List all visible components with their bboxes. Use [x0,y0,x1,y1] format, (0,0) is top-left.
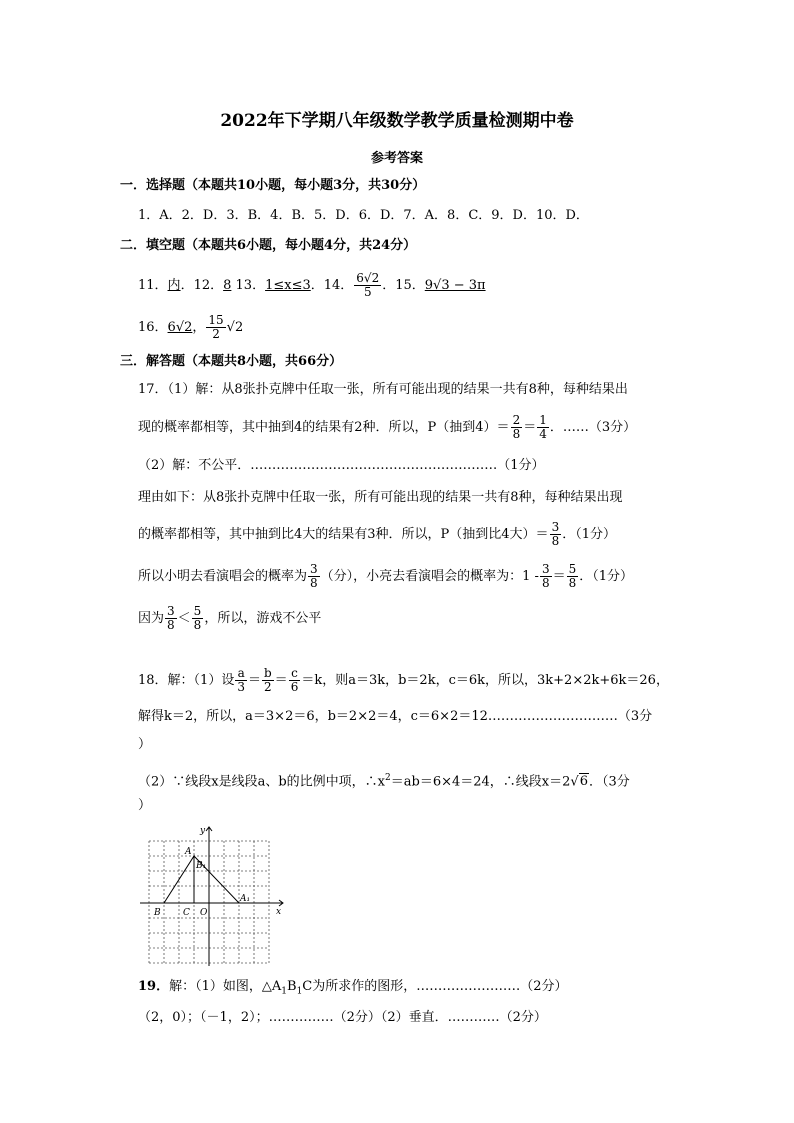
q17-line-3: （2）解：不公平．…………………………………………………（1分） [138,458,545,473]
q18-line-1 [138,667,669,694]
y-axis-label: y [200,826,206,836]
text: ＝ab＝6×4＝24，∴线段x＝2 [390,774,571,790]
text: 所以小明去看演唱会的概率为 [138,569,308,584]
text: ＜ [177,611,191,626]
q17-line-7 [138,605,321,632]
page-title: 2022年下学期八年级数学教学质量检测期中卷 [220,111,574,131]
q12-number: ．12． [180,278,224,293]
fraction: $\frac{1}{4}$ [539,413,547,441]
section-1-heading: 一．选择题（本题共10小题，每小题3分，共30分） [120,178,426,193]
text: ＝k，则a＝3k，b＝2k，c＝6k，所以，3k+2×2k+6k＝26， [301,673,669,688]
coordinate-grid-figure [138,823,288,968]
section-3-heading: 三．解答题（本题共8小题，共66分） [120,354,343,369]
q18-line-2: 解得k＝2，所以，a＝3×2＝6，b＝2×2＝4，c＝6×2＝12…………………………（3分 [138,709,653,724]
q14-fraction: $\frac{6√2}{5}$ [356,271,380,299]
text: B [287,979,297,994]
q17-line-5 [138,521,616,548]
q19-number: 19． [138,979,170,994]
q17-line-4: 理由如下：从8张扑克牌中任取一张，所有可能出现的结果一共有8种，每种结果出现 [138,490,623,505]
radicand: 6 [579,774,588,790]
q14-number: ．14． [310,278,354,293]
origin-label: O [200,908,208,918]
fraction: $\frac{5}{8}$ [568,562,577,590]
subscript: 1 [296,986,303,997]
text: 现的概率都相等，其中抽到4的结果有2种．所以，P（抽到4）＝ [138,420,510,435]
text: ．（3分 [588,774,630,790]
text: ，所以，游戏不公平 [204,611,322,626]
text: ＝ [274,673,288,688]
q18-line-4: （2）∵线段x是线段a、b的比例中项，$\therefore x^2=ab=6\times 4=24$，∴线段x＝2√6．（3分 [138,773,630,790]
superscript: 2 [385,773,391,783]
fraction: $\frac{3}{8}$ [310,562,318,590]
q13-number: 13． [235,278,266,293]
text: 因为 [138,611,165,626]
q17-line-1: 17．（1）解：从8张扑克牌中任取一张，所有可能出现的结果一共有8种，每种结果出 [138,382,628,397]
q19-line-1 [138,977,568,1002]
q17-line-6 [138,563,633,590]
fill-blank-line-2 [138,314,243,341]
fraction: $\frac{a}{3}$ [237,666,245,694]
q12-answer: 8 [223,278,232,293]
fraction: $\frac{3}{8}$ [541,562,550,590]
q16-fraction: $\frac{15}{2}$ [208,313,224,341]
text: C为所求作的图形，……………………（2分） [302,979,568,994]
point-c-label: C [183,908,190,918]
point-a1-label: A₁ [240,894,251,904]
fraction: $\frac{c}{6}$ [290,666,299,694]
text: ．（1分） [562,527,616,542]
q13-answer: 1≤x≤3 [265,278,311,293]
text: （2）∵线段x是线段a、b的比例中项，∴x [138,774,386,790]
text: 解：（1）如图，△A [169,979,282,994]
q11-number: 11． [138,278,168,293]
q11-answer: 内 [167,278,181,293]
q15-answer: 9√3 − 3π [424,278,486,293]
text: 的概率都相等，其中抽到比4大的结果有3种．所以，P（抽到比4大）＝ [138,527,549,542]
axes [140,827,283,966]
page-subtitle: 参考答案 [370,151,423,166]
text: 18．解：（1）设 [138,673,235,688]
fill-blank-line-1 [138,272,486,299]
fraction: $\frac{3}{8}$ [551,520,560,548]
q16-radical: √2 [226,320,244,335]
section-1-answers: 1．A．2．D．3．B．4．B．5．D．6．D．7．A．8．C．9．D．10．D． [138,208,589,223]
separator: ， [192,320,206,335]
point-b1-label: B₁ [196,861,207,871]
text: ＝ [523,420,537,435]
text: （分），小亮去看演唱会的概率为：1 - [320,569,539,584]
section-2-heading: 二．填空题（本题共6小题，每小题4分，共24分） [120,238,417,253]
point-a-label: A [185,847,192,857]
q16-number: 16． [138,320,168,335]
text: ．……（3分） [549,420,637,435]
q18-line-5: ） [138,798,152,813]
text: ＝ [247,673,261,688]
x-axis-label: x [276,907,282,917]
fraction: $\frac{5}{8}$ [193,604,202,632]
q15-number: ．15． [382,278,425,293]
text: ．（1分） [579,569,634,584]
point-b-label: B [154,908,161,918]
q19-line-2: （2，0）；（－1，2）；……………（2分）（2）垂直．…………（2分） [138,1010,547,1025]
q16-answer-a: 6√2 [167,320,193,335]
fraction: $\frac{3}{8}$ [167,604,175,632]
subscript: 1 [281,986,287,997]
q18-line-3: ） [138,737,152,752]
fraction: $\frac{2}{8}$ [512,413,521,441]
q17-line-2 [138,414,636,441]
fraction: $\frac{b}{2}$ [263,666,272,694]
text: ＝ [552,569,566,584]
